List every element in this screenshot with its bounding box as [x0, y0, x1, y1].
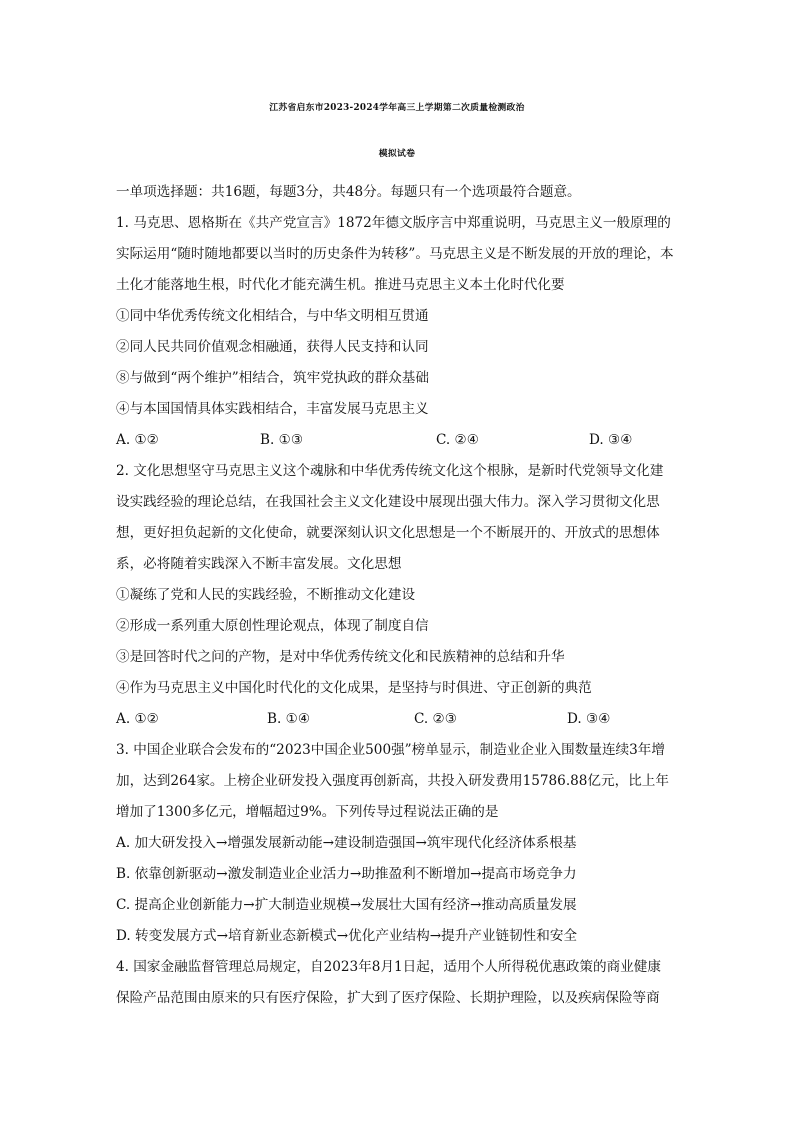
question-2-option-b: B. ①④: [267, 711, 311, 727]
question-1-option-a: A. ①②: [116, 432, 159, 448]
question-1-statement: ②同人民共同价值观念相融通，获得人民支持和认同: [116, 339, 429, 355]
question-1-option-d: D. ③④: [589, 432, 633, 448]
question-3-line: 增加了1300多亿元，增幅超过9%。下列传导过程说法正确的是: [116, 804, 499, 820]
question-2-statement: ①凝练了党和人民的实践经验，不断推动文化建设: [116, 587, 416, 603]
document-title: 江苏省启东市2023-2024学年高三上学期第二次质量检测政治: [269, 103, 525, 113]
question-1-statement: ①同中华优秀传统文化相结合，与中华文明相互贯通: [116, 308, 429, 324]
question-2-option-d: D. ③④: [567, 711, 611, 727]
question-1-option-c: C. ②④: [436, 432, 479, 448]
question-1-line: 土化才能落地生根，时代化才能充满生机。推进马克思主义本土化时代化要: [116, 277, 565, 293]
question-3-line: 加，达到264家。上榜企业研发投入强度再创新高，共投入研发费用15786.88亿元，比上年: [116, 773, 669, 789]
question-2-statement: ④作为马克思主义中国化时代化的文化成果，是坚持与时俱进、守正创新的典范: [116, 680, 592, 696]
document-subtitle: 模拟试卷: [378, 149, 416, 159]
question-4-line: 保险产品范围由原来的只有医疗保险，扩大到了医疗保险、长期护理险，以及疾病保险等商: [116, 990, 660, 1006]
question-4-line: 4. 国家金融监督管理总局规定，自2023年8月1日起，适用个人所得税优惠政策的商业健康: [116, 959, 661, 975]
question-1-line: 实际运用“随时随地都要以当时的历史条件为转移”。马克思主义是不断发展的开放的理论，本: [116, 246, 674, 262]
question-2-statement: ②形成一系列重大原创性理论观点，体现了制度自信: [116, 618, 429, 634]
question-1-statement: ⑧与做到“两个维护”相结合，筑牢党执政的群众基础: [116, 370, 429, 386]
question-1-line: 1. 马克思、恩格斯在《共产党宣言》1872年德文版序言中郑重说明，马克思主义一般原理的: [116, 215, 671, 231]
question-2-line: 想，更好担负起新的文化使命，就要深刻认识文化思想是一个不断展开的、开放式的思想体: [116, 525, 660, 541]
question-1-statement: ④与本国国情具体实践相结合，丰富发展马克思主义: [116, 401, 429, 417]
question-3-line: 3. 中国企业联合会发布的“2023中国企业500强”榜单显示，制造业企业入围数量连续3年增: [116, 742, 665, 758]
question-2-line: 设实践经验的理论总结，在我国社会主义文化建设中展现出强大伟力。深入学习贯彻文化思: [116, 494, 660, 510]
question-3-option-a: A. 加大研发投入→增强发展新动能→建设制造强国→筑牢现代化经济体系根基: [116, 835, 577, 851]
question-2-line: 系，必将随着实践深入不断丰富发展。文化思想: [116, 556, 402, 572]
question-2-line: 2. 文化思想坚守马克思主义这个魂脉和中华优秀传统文化这个根脉，是新时代党领导文化建: [116, 463, 664, 479]
question-2-option-a: A. ①②: [116, 711, 159, 727]
question-3-option-c: C. 提高企业创新能力→扩大制造业规模→发展壮大国有经济→推动高质量发展: [116, 897, 577, 913]
question-1-option-b: B. ①③: [260, 432, 304, 448]
question-2-option-c: C. ②③: [414, 711, 457, 727]
question-3-option-b: B. 依靠创新驱动→激发制造业企业活力→助推盈利不断增加→提高市场竞争力: [116, 866, 577, 882]
question-3-option-d: D. 转变发展方式→培育新业态新模式→优化产业结构→提升产业链韧性和安全: [116, 928, 578, 944]
question-2-statement: ③是回答时代之问的产物，是对中华优秀传统文化和民族精神的总结和升华: [116, 649, 565, 665]
section-header: 一单项选择题：共16题，每题3分，共48分。每题只有一个选项最符合题意。: [116, 184, 581, 200]
